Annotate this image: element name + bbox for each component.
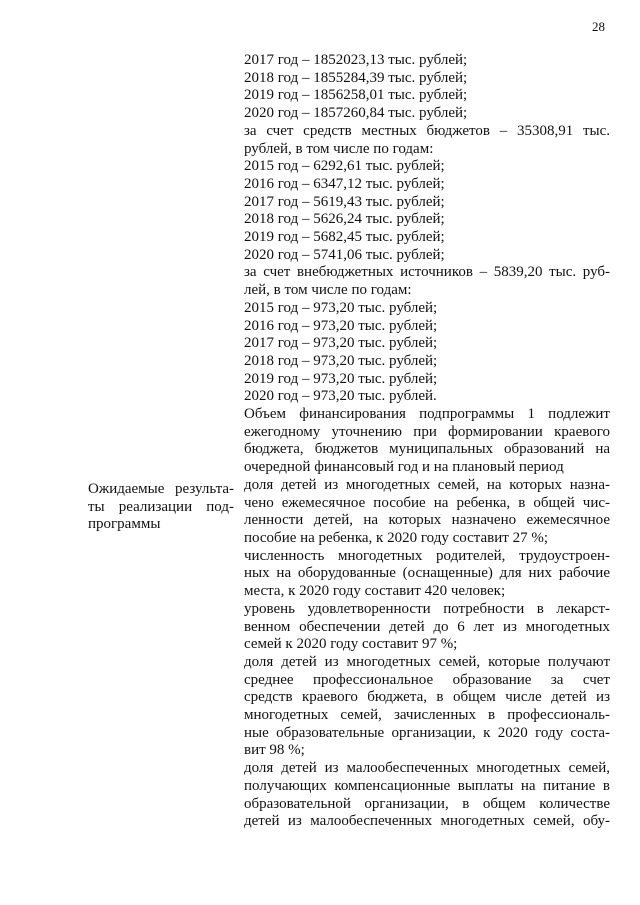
page-number: 28 (592, 19, 605, 34)
text-line: за счет средств местных бюджетов – 35308,91 тыс. (244, 122, 610, 139)
text-line: многодетных семей, зачисленных в профессиональ- (244, 707, 610, 724)
text-line: уровень удовлетворенности потребности в лекарст- (244, 600, 610, 617)
text-line: очередной финансовый год и на плановый период (244, 459, 564, 476)
text-line: доля детей из многодетных семей, на которых назна- (244, 476, 610, 493)
text-line: 2017 год – 5619,43 тыс. рублей; (244, 193, 445, 210)
text-line: вит 98 %; (244, 742, 305, 759)
text-line: среднее профессиональное образование за счет (244, 671, 610, 688)
text-line: 2019 год – 973,20 тыс. рублей; (244, 370, 438, 387)
text-line: Объем финансирования подпрограммы 1 подлежит (244, 406, 610, 423)
text-line: 2020 год – 5741,06 тыс. рублей; (244, 246, 445, 263)
text-line: семей к 2020 году составит 97 %; (244, 636, 458, 653)
text-line: бюджета, бюджетов муниципальных образований на (244, 441, 610, 458)
text-line: ные образовательные организации, к 2020 году соста- (244, 724, 610, 741)
text-line: детей из малообеспеченных многодетных семей, обу- (244, 813, 610, 830)
text-line: 2018 год – 5626,24 тыс. рублей; (244, 211, 445, 228)
text-line: ежегодному уточнению при формировании краевого (244, 423, 610, 440)
text-line: места, к 2020 году составит 420 человек; (244, 583, 506, 600)
text-line: 2016 год – 6347,12 тыс. рублей; (244, 175, 445, 192)
text-line: образовательной организации, в общем количестве (244, 795, 610, 812)
text-line: 2018 год – 1855284,39 тыс. рублей; (244, 69, 468, 86)
text-line: 2019 год – 1856258,01 тыс. рублей; (244, 87, 468, 104)
text-line: чено ежемесячное пособие на ребенка, в общей чис- (244, 494, 610, 511)
text-line: 2020 год – 973,20 тыс. рублей. (244, 388, 437, 405)
text-line: лей, в том числе по годам: (244, 282, 412, 299)
label-line: ты реализации под- (88, 498, 234, 515)
text-line: доля детей из многодетных семей, которые получают (244, 653, 610, 670)
text-line: ных на оборудованные (оснащенные) для них рабочие (244, 565, 610, 582)
section-content (244, 52, 610, 831)
text-line: 2020 год – 1857260,84 тыс. рублей; (244, 105, 468, 122)
text-line: 2016 год – 973,20 тыс. рублей; (244, 317, 438, 334)
text-line: 2017 год – 973,20 тыс. рублей; (244, 335, 438, 352)
text-line: средств краевого бюджета, в общем числе детей из (244, 689, 610, 706)
text-line: получающих компенсационные выплаты на питание в (244, 777, 610, 794)
text-line: 2015 год – 973,20 тыс. рублей; (244, 299, 438, 316)
text-line: численность многодетных родителей, трудоустроен- (244, 547, 610, 564)
section-label-expected-results (88, 481, 234, 534)
text-line: 2018 год – 973,20 тыс. рублей; (244, 352, 438, 369)
text-line: за счет внебюджетных источников – 5839,20 тыс. руб- (244, 264, 610, 281)
label-line: Ожидаемые результа- (88, 481, 234, 497)
text-line: 2015 год – 6292,61 тыс. рублей; (244, 158, 445, 175)
text-line: доля детей из малообеспеченных многодетных семей, (244, 760, 610, 777)
text-line: венном обеспечении детей до 6 лет из многодетных (244, 618, 610, 635)
label-line: программы (88, 516, 161, 533)
text-line: 2019 год – 5682,45 тыс. рублей; (244, 229, 445, 246)
text-line: ленности детей, на которых назначено ежемесячное (244, 512, 610, 529)
text-line: рублей, в том числе по годам: (244, 140, 434, 157)
text-line: пособие на ребенка, к 2020 году составит 27 %; (244, 529, 548, 546)
text-line: 2017 год – 1852023,13 тыс. рублей; (244, 52, 468, 68)
